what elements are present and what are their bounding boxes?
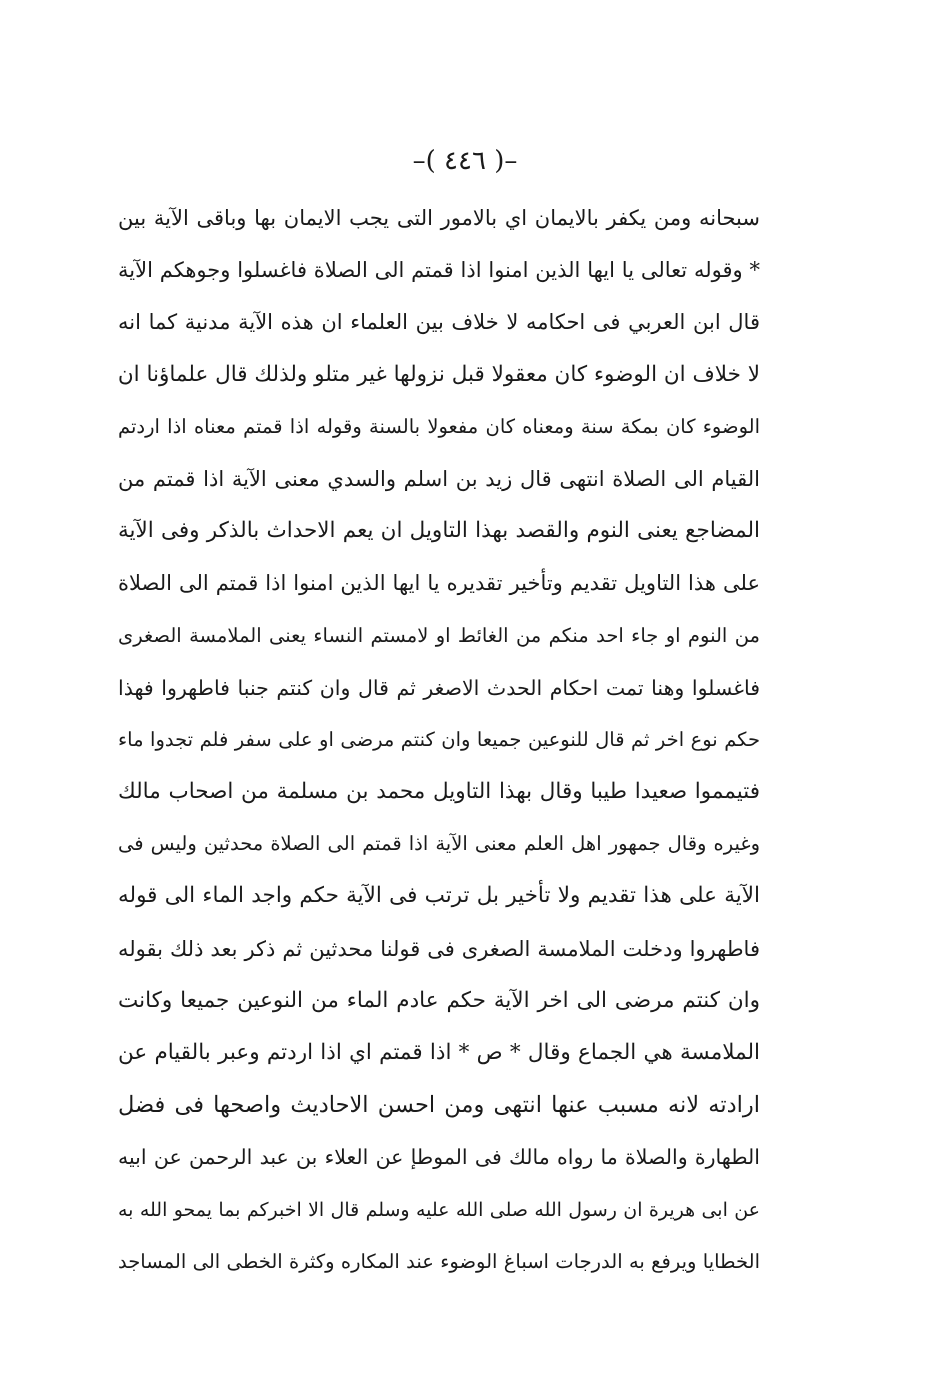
text-line-7: المضاجع يعنى النوم والقصد بهذا التاويل ان يعم الاحداث بالذكر وفى الآية xyxy=(118,518,760,544)
text-line-4: لا خلاف ان الوضوء كان معقولا قبل نزولها غير متلو ولذلك قال علماؤنا ان xyxy=(118,361,760,387)
text-line-5: الوضوء كان بمكة سنة ومعناه كان مفعولا بالسنة وقوله اذا قمتم معناه اذا اردتم xyxy=(118,414,760,438)
text-line-20: عن ابى هريرة ان رسول الله صلى الله عليه وسلم قال الا اخبركم بما يمحو الله به xyxy=(118,1198,760,1221)
page-number: –( ٤٤٦ )– xyxy=(412,146,518,176)
text-line-6: القيام الى الصلاة انتهى قال زيد بن اسلم والسدي معنى الآية اذا قمتم من xyxy=(118,466,760,491)
text-line-18: ارادته لانه مسبب عنها انتهى ومن احسن الاحاديث واصحها فى فضل xyxy=(118,1092,760,1119)
text-line-3: قال ابن العربي فى احكامه لا خلاف بين العلماء ان هذه الآية مدنية كما انه xyxy=(118,310,760,335)
text-line-9: من النوم او جاء احد منكم من الغائط او لامستم النساء يعنى الملامسة الصغرى xyxy=(118,623,760,647)
text-line-2: * وقوله تعالى يا ايها الذين امنوا اذا قمتم الى الصلاة فاغسلوا وجوهكم الآية xyxy=(118,258,760,283)
text-line-10: فاغسلوا وهنا تمت احكام الحدث الاصغر ثم قال وان كنتم جنبا فاطهروا فهذا xyxy=(118,675,760,700)
text-line-17: الملامسة هي الجماع وقال * ص * اذا قمتم اي اذا اردتم وعبر بالقيام عن xyxy=(118,1040,760,1065)
text-line-14: الآية على هذا تقديم ولا تأخير بل ترتب فى الآية حكم واجد الماء الى قوله xyxy=(118,883,760,909)
text-line-21: الخطايا ويرفع به الدرجات اسباغ الوضوء عند المكاره وكثرة الخطى الى المساجد xyxy=(118,1249,760,1273)
text-line-15: فاطهروا ودخلت الملامسة الصغرى فى قولنا محدثين ثم ذكر بعد ذلك بقوله xyxy=(118,936,760,961)
body-text xyxy=(118,192,760,1288)
text-line-1: سبحانه ومن يكفر بالايمان اي بالامور التى يجب الايمان بها وباقى الآية بين xyxy=(118,206,760,230)
text-line-16: وان كنتم مرضى الى اخر الآية حكم عادم الماء من النوعين جميعا وكانت xyxy=(118,987,760,1013)
text-line-8: على هذا التاويل تقديم وتأخير تقديره يا ايها الذين امنوا اذا قمتم الى الصلاة xyxy=(118,571,760,596)
text-line-12: فتيمموا صعيدا طيبا وقال بهذا التاويل محمد بن مسلمة من اصحاب مالك xyxy=(118,779,760,805)
text-line-13: وغيره وقال جمهور اهل العلم معنى الآية اذا قمتم الى الصلاة محدثين وليس فى xyxy=(118,832,760,856)
text-line-19: الطهارة والصلاة ما رواه مالك فى الموطإ عن العلاء بن عبد الرحمن عن ابيه xyxy=(118,1145,760,1170)
text-line-11: حكم نوع اخر ثم قال للنوعين جميعا وان كنتم مرضى او على سفر فلم تجدوا ماء xyxy=(118,727,760,751)
